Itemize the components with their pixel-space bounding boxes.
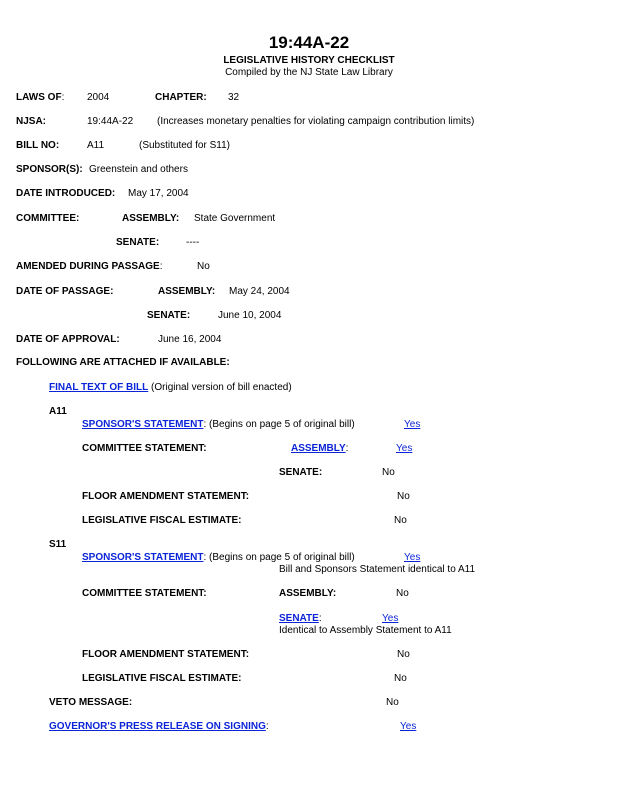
committee-senate-label: SENATE: (116, 237, 160, 248)
njsa-description: (Increases monetary penalties for violating campaign contribution limits) (157, 116, 475, 127)
a11-assembly-link[interactable]: ASSEMBLY (291, 443, 346, 454)
a11-sponsor-yes-link[interactable]: Yes (404, 419, 421, 430)
s11-senate-row (279, 613, 322, 625)
laws-of-value: 2004 (87, 92, 110, 103)
a11-sponsor-statement-link[interactable]: SPONSOR'S STATEMENT (82, 419, 204, 430)
amended-label (16, 261, 163, 273)
final-text-row (49, 382, 292, 394)
committee-senate-value: ---- (186, 237, 200, 248)
approval-value: June 16, 2004 (158, 334, 222, 345)
s11-sponsor-statement-link[interactable]: SPONSOR'S STATEMENT (82, 552, 204, 563)
bill-no-note: (Substituted for S11) (139, 140, 230, 151)
bill-no-value: A11 (87, 140, 105, 151)
chapter-label: CHAPTER: (155, 92, 207, 103)
governor-row (49, 721, 269, 733)
passage-senate-label: SENATE: (147, 310, 191, 321)
s11-assembly-value: No (396, 588, 409, 599)
s11-sponsor-yes-link[interactable]: Yes (404, 552, 421, 563)
amended-colon: : (159, 261, 163, 272)
a11-committee-label: COMMITTEE STATEMENT: (82, 443, 207, 454)
governor-colon: : (265, 721, 269, 732)
final-text-note: (Original version of bill enacted) (151, 382, 292, 393)
final-text-link[interactable]: FINAL TEXT OF BILL (49, 382, 149, 393)
s11-sponsor-note: : (Begins on page 5 of original bill) (203, 552, 355, 563)
laws-of-label (16, 92, 64, 104)
passage-assembly-label: ASSEMBLY: (158, 286, 216, 297)
a11-assembly-yes-link[interactable]: Yes (396, 443, 413, 454)
s11-committee-label: COMMITTEE STATEMENT: (82, 588, 207, 599)
passage-assembly-value: May 24, 2004 (229, 286, 290, 297)
a11-floor-value: No (397, 491, 410, 502)
chapter-value: 32 (228, 92, 240, 103)
s11-floor-label: FLOOR AMENDMENT STATEMENT: (82, 649, 250, 660)
bill-no-label: BILL NO: (16, 140, 60, 151)
s11-senate-colon: : (318, 613, 322, 624)
laws-of-label-text: LAWS OF (16, 92, 62, 103)
a11-label: A11 (49, 406, 67, 417)
a11-senate-label: SENATE: (279, 467, 323, 478)
s11-fiscal-value: No (394, 673, 407, 684)
document-title: 19:44A-22 (268, 33, 350, 52)
s11-sponsor-row (82, 552, 355, 564)
s11-label: S11 (49, 539, 67, 550)
sponsors-label: SPONSOR(S): (16, 164, 83, 175)
s11-sponsor-extra: Bill and Sponsors Statement identical to A11 (279, 564, 476, 575)
a11-senate-value: No (382, 467, 395, 478)
attached-heading: FOLLOWING ARE ATTACHED IF AVAILABLE: (16, 357, 230, 368)
sponsors-value: Greenstein and others (89, 164, 188, 175)
governor-yes-link[interactable]: Yes (400, 721, 417, 732)
veto-label: VETO MESSAGE: (49, 697, 133, 708)
document-subtitle: LEGISLATIVE HISTORY CHECKLIST (223, 55, 395, 66)
laws-of-colon: : (61, 92, 65, 103)
approval-label: DATE OF APPROVAL: (16, 334, 120, 345)
a11-fiscal-value: No (394, 515, 407, 526)
s11-senate-extra: Identical to Assembly Statement to A11 (279, 625, 452, 636)
passage-senate-value: June 10, 2004 (218, 310, 282, 321)
njsa-label: NJSA: (16, 116, 47, 127)
s11-floor-value: No (397, 649, 410, 660)
s11-fiscal-label: LEGISLATIVE FISCAL ESTIMATE: (82, 673, 242, 684)
compiled-by: Compiled by the NJ State Law Library (225, 67, 393, 78)
governor-press-release-link[interactable]: GOVERNOR'S PRESS RELEASE ON SIGNING (49, 721, 266, 732)
amended-label-text: AMENDED DURING PASSAGE (16, 261, 160, 272)
veto-value: No (386, 697, 399, 708)
committee-label: COMMITTEE: (16, 213, 80, 224)
a11-sponsor-row (82, 419, 355, 431)
date-introduced-value: May 17, 2004 (128, 188, 189, 199)
a11-fiscal-label: LEGISLATIVE FISCAL ESTIMATE: (82, 515, 242, 526)
s11-assembly-label: ASSEMBLY: (279, 588, 337, 599)
a11-assembly-row (291, 443, 348, 455)
committee-assembly-value: State Government (194, 213, 276, 224)
a11-floor-label: FLOOR AMENDMENT STATEMENT: (82, 491, 250, 502)
date-introduced-label: DATE INTRODUCED: (16, 188, 116, 199)
a11-sponsor-note: : (Begins on page 5 of original bill) (203, 419, 355, 430)
amended-value: No (197, 261, 210, 272)
passage-label: DATE OF PASSAGE: (16, 286, 114, 297)
s11-senate-yes-link[interactable]: Yes (382, 613, 399, 624)
committee-assembly-label: ASSEMBLY: (122, 213, 180, 224)
s11-senate-link[interactable]: SENATE (279, 613, 319, 624)
a11-assembly-colon: : (345, 443, 349, 454)
njsa-value: 19:44A-22 (87, 116, 134, 127)
